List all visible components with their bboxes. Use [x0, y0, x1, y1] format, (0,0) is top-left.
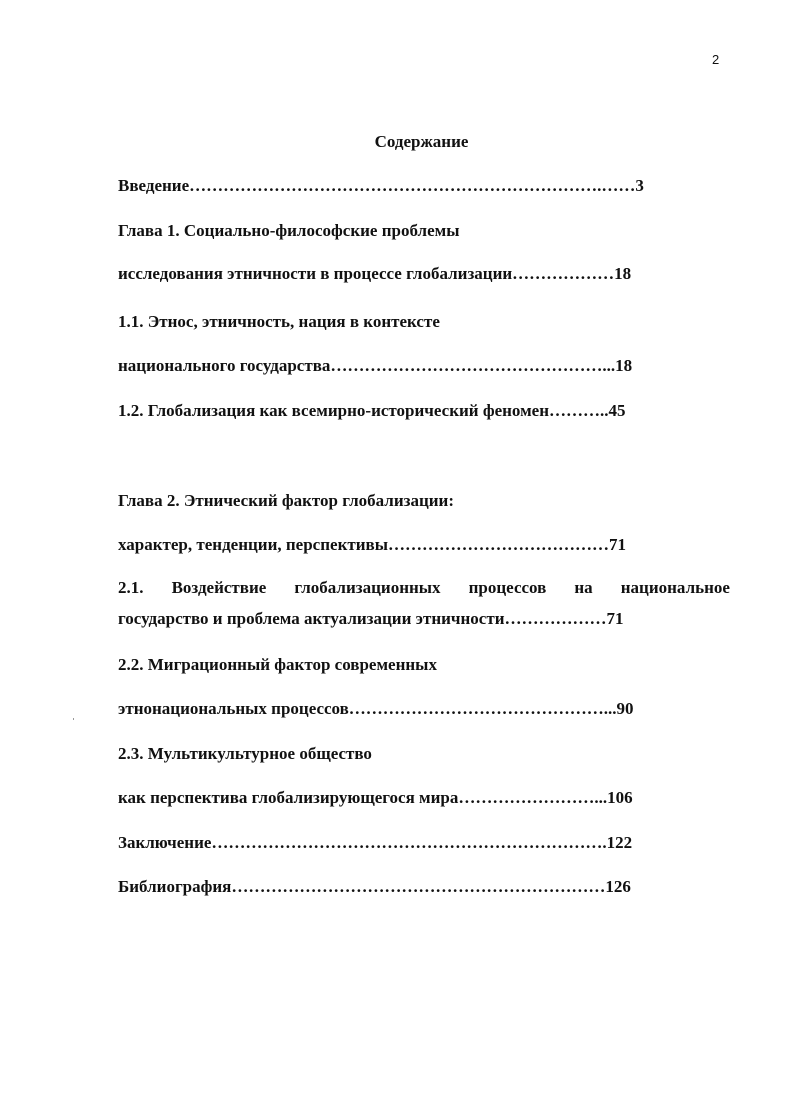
page-number: 2: [712, 52, 720, 67]
toc-entry-introduction: Введение……………………………………………………………….……3: [118, 176, 644, 195]
toc-entry-section-2-3-heading: 2.3. Мультикультурное общество: [118, 744, 372, 763]
toc-entry-section-2-1-heading: [118, 578, 730, 598]
toc-word: процессов: [468, 578, 547, 597]
toc-entry-section-1-1-heading: 1.1. Этнос, этничность, нация в контексте: [118, 312, 440, 331]
toc-word: национальное: [620, 578, 730, 597]
toc-word: Воздействие: [171, 578, 267, 597]
toc-word: на: [574, 578, 593, 597]
toc-entry-conclusion: Заключение…………………………………………………………….122: [118, 833, 633, 852]
toc-entry-section-2-1-continued: государство и проблема актуализации этничности………………71: [118, 609, 624, 628]
toc-word: 2.1.: [118, 578, 144, 597]
toc-entry-section-1-1-continued: национального государства…………………………………………...18: [118, 356, 633, 375]
toc-entry-section-2-2-continued: этнонациональных процессов………………………………………...90: [118, 699, 634, 718]
toc-entry-section-2-3-continued: как перспектива глобализирующегося мира……………………...106: [118, 788, 633, 807]
toc-entry-section-1-2: 1.2. Глобализация как всемирно-исторический феномен………..45: [118, 401, 626, 420]
toc-entry-chapter-2-continued: характер, тенденции, перспективы…………………………………71: [118, 535, 626, 554]
toc-entry-chapter-1-heading: Глава 1. Социально-философские проблемы: [118, 221, 460, 240]
toc-entry-chapter-1-continued: исследования этничности в процессе глобализации………………18: [118, 264, 632, 283]
toc-entry-chapter-2-heading: Глава 2. Этнический фактор глобализации:: [118, 491, 454, 510]
toc-entry-section-2-2-heading: 2.2. Миграционный фактор современных: [118, 655, 437, 674]
scan-speck: [73, 718, 74, 720]
toc-word: глобализационных: [294, 578, 441, 597]
toc-entry-bibliography: Библиография…………………………………………………………126: [118, 877, 631, 896]
page-title: Содержание: [374, 132, 469, 151]
